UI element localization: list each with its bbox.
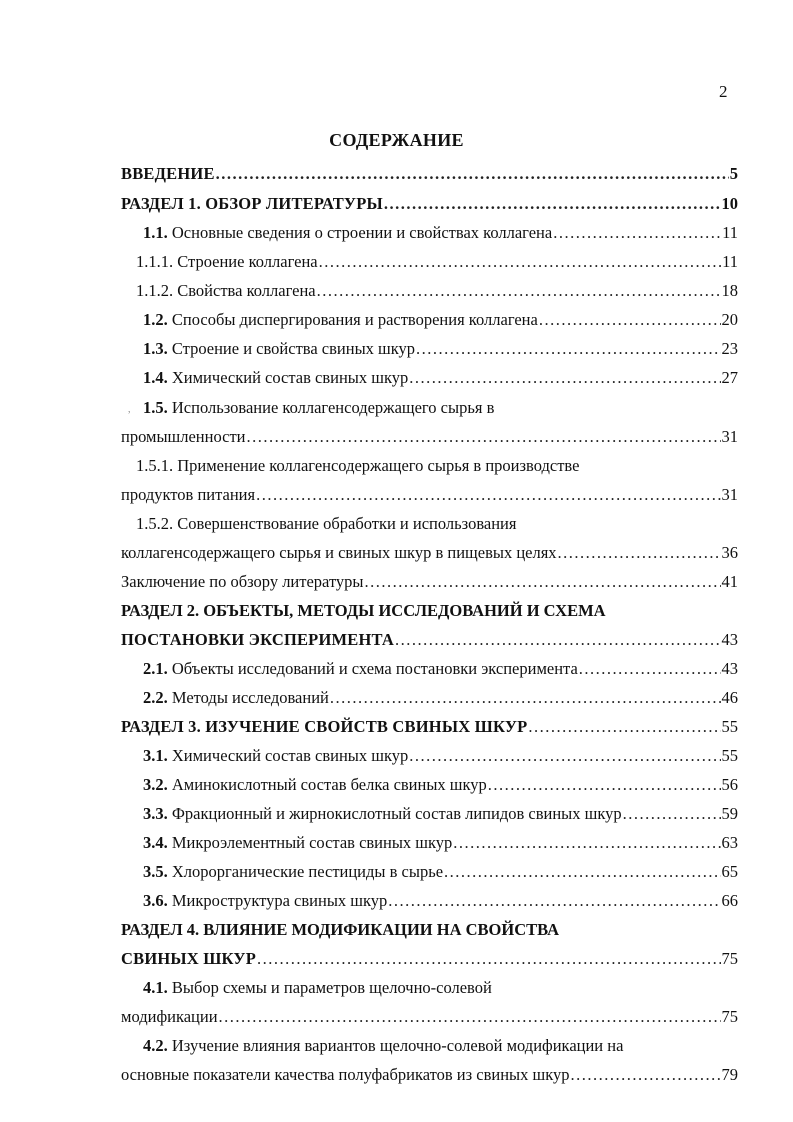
leader-dots xyxy=(216,164,729,184)
toc-entry-section-3[interactable] xyxy=(121,717,738,737)
toc-entry-label: Свойства коллагена xyxy=(177,281,316,300)
toc-entry-introduction[interactable] xyxy=(121,164,738,184)
toc-entry-label: Использование коллагенсодержащего сырья в xyxy=(171,398,495,417)
toc-entry-number: 1.2. xyxy=(143,310,168,329)
toc-entry-label: Изучение влияния вариантов щелочно-солевой модификации на xyxy=(171,1036,624,1055)
toc-entry-label: основные показатели качества полуфабрикатов из свиных шкур xyxy=(121,1065,570,1084)
toc-entry-label: продуктов питания xyxy=(121,485,256,504)
leader-dots xyxy=(256,485,720,505)
toc-entry-section-1[interactable] xyxy=(121,194,738,214)
toc-entry-number: 3.4. xyxy=(143,833,168,852)
toc-entry-label: коллагенсодержащего сырья и свиных шкур в пищевых целях xyxy=(121,543,557,562)
toc-entry-label: РАЗДЕЛ 2. ОБЪЕКТЫ, МЕТОДЫ ИССЛЕДОВАНИЙ И СХЕМА xyxy=(121,601,606,620)
toc-entry-4-2-line1[interactable] xyxy=(143,1036,623,1056)
toc-entry-1-5-line2[interactable] xyxy=(121,427,738,447)
toc-entry-number: 1.1. xyxy=(143,223,168,242)
toc-entry-label: РАЗДЕЛ 3. ИЗУЧЕНИЕ СВОЙСТВ СВИНЫХ ШКУР xyxy=(121,717,528,736)
leader-dots xyxy=(257,949,721,969)
toc-entry-page: 31 xyxy=(721,427,738,446)
leader-dots xyxy=(409,746,720,766)
toc-entry-page: 55 xyxy=(721,746,738,765)
toc-entry-1-1-1[interactable] xyxy=(136,252,738,272)
toc-entry-number: 1.1.1. xyxy=(136,252,174,271)
leader-dots xyxy=(319,252,721,272)
toc-entry-number: 1.3. xyxy=(143,339,168,358)
toc-entry-1-5-1-line2[interactable] xyxy=(121,485,738,505)
leader-dots xyxy=(395,630,720,650)
toc-entry-1-1[interactable] xyxy=(143,223,738,243)
toc-entry-number: 3.3. xyxy=(143,804,168,823)
leader-dots xyxy=(219,1007,721,1027)
toc-entry-number: 1.5.1. xyxy=(136,456,174,475)
toc-entry-page: 41 xyxy=(721,572,738,591)
toc-entry-label: ВВЕДЕНИЕ xyxy=(121,164,215,183)
toc-entry-number: 4.2. xyxy=(143,1036,168,1055)
toc-entry-label: РАЗДЕЛ 1. ОБЗОР ЛИТЕРАТУРЫ xyxy=(121,194,383,213)
toc-entry-label: Совершенствование обработки и использования xyxy=(177,514,517,533)
toc-entry-2-2[interactable] xyxy=(143,688,738,708)
toc-entry-number: 1.1.2. xyxy=(136,281,174,300)
toc-entry-label: Микроэлементный состав свиных шкур xyxy=(171,833,453,852)
toc-entry-1-4[interactable] xyxy=(143,368,738,388)
toc-entry-page: 31 xyxy=(721,485,738,504)
toc-entry-label: Химический состав свиных шкур xyxy=(171,746,409,765)
toc-entry-page: 18 xyxy=(721,281,738,300)
toc-entry-page: 10 xyxy=(721,194,738,213)
leader-dots xyxy=(571,1065,721,1085)
toc-entry-number: 2.1. xyxy=(143,659,168,678)
toc-entry-3-4[interactable] xyxy=(143,833,738,853)
leader-dots xyxy=(317,281,721,301)
toc-entry-label: Заключение по обзору литературы xyxy=(121,572,364,591)
toc-entry-1-5-1-line1[interactable] xyxy=(136,456,579,476)
toc-entry-page: 55 xyxy=(721,717,738,736)
toc-entry-page: 36 xyxy=(721,543,738,562)
toc-entry-number: 2.2. xyxy=(143,688,168,707)
leader-dots xyxy=(388,891,720,911)
toc-entry-label: Методы исследований xyxy=(171,688,329,707)
toc-entry-page: 20 xyxy=(721,310,738,329)
leader-dots xyxy=(488,775,721,795)
toc-entry-label: Аминокислотный состав белка свиных шкур xyxy=(171,775,487,794)
toc-entry-label: Химический состав свиных шкур xyxy=(171,368,409,387)
toc-entry-label: промышленности xyxy=(121,427,246,446)
toc-entry-1-5-2-line1[interactable] xyxy=(136,514,516,534)
toc-entry-page: 11 xyxy=(722,252,738,271)
toc-entry-2-1[interactable] xyxy=(143,659,738,679)
leader-dots xyxy=(416,339,720,359)
toc-entry-1-5-line1[interactable] xyxy=(143,398,494,418)
toc-entry-section-2-line1[interactable] xyxy=(121,601,606,621)
toc-entry-label: СВИНЫХ ШКУР xyxy=(121,949,256,968)
toc-entry-label: ПОСТАНОВКИ ЭКСПЕРИМЕНТА xyxy=(121,630,395,649)
toc-entry-label: Основные сведения о строении и свойствах коллагена xyxy=(171,223,553,242)
toc-entry-page: 75 xyxy=(721,949,738,968)
toc-entry-4-1-line1[interactable] xyxy=(143,978,492,998)
leader-dots xyxy=(528,717,720,737)
toc-entry-page: 43 xyxy=(721,630,738,649)
toc-entry-number: 3.1. xyxy=(143,746,168,765)
toc-entry-label: Микроструктура свиных шкур xyxy=(171,891,388,910)
leader-dots xyxy=(409,368,720,388)
toc-entry-1-2[interactable] xyxy=(143,310,738,330)
toc-entry-number: 1.5. xyxy=(143,398,168,417)
toc-entry-conclusion[interactable] xyxy=(121,572,738,592)
toc-entry-4-2-line2[interactable] xyxy=(121,1065,738,1085)
toc-entry-3-5[interactable] xyxy=(143,862,738,882)
toc-entry-1-3[interactable] xyxy=(143,339,738,359)
toc-entry-label: Хлорорганические пестициды в сырье xyxy=(171,862,444,881)
leader-dots xyxy=(384,194,721,214)
leader-dots xyxy=(579,659,721,679)
leader-dots xyxy=(558,543,721,563)
toc-entry-section-4-line1[interactable] xyxy=(121,920,559,940)
toc-entry-page: 5 xyxy=(729,164,738,183)
toc-entry-4-1-line2[interactable] xyxy=(121,1007,738,1027)
toc-entry-number: 1.5.2. xyxy=(136,514,174,533)
toc-entry-page: 23 xyxy=(721,339,738,358)
toc-entry-label: Выбор схемы и параметров щелочно-солевой xyxy=(171,978,492,997)
toc-entry-number: 3.6. xyxy=(143,891,168,910)
toc-entry-label: Фракционный и жирнокислотный состав липидов свиных шкур xyxy=(171,804,622,823)
leader-dots xyxy=(330,688,721,708)
leader-dots xyxy=(444,862,720,882)
leader-dots xyxy=(539,310,721,330)
toc-entry-1-5-2-line2[interactable] xyxy=(121,543,738,563)
toc-entry-page: 11 xyxy=(722,223,738,242)
toc-entry-section-2-line2[interactable] xyxy=(121,630,738,650)
page-title: СОДЕРЖАНИЕ xyxy=(329,130,464,150)
toc-entry-page: 46 xyxy=(721,688,738,707)
toc-entry-3-6[interactable] xyxy=(143,891,738,911)
toc-entry-3-3[interactable] xyxy=(143,804,738,824)
toc-entry-page: 43 xyxy=(721,659,738,678)
toc-entry-page: 65 xyxy=(721,862,738,881)
leader-dots xyxy=(247,427,721,447)
page-number: 2 xyxy=(719,82,728,101)
leader-dots xyxy=(553,223,721,243)
toc-entry-page: 59 xyxy=(721,804,738,823)
toc-entry-label: модификации xyxy=(121,1007,218,1026)
scan-mark: , xyxy=(128,404,131,415)
toc-entry-number: 1.4. xyxy=(143,368,168,387)
toc-entry-label: Строение и свойства свиных шкур xyxy=(171,339,416,358)
toc-entry-label: Применение коллагенсодержащего сырья в производстве xyxy=(177,456,580,475)
toc-entry-number: 4.1. xyxy=(143,978,168,997)
toc-entry-page: 27 xyxy=(721,368,738,387)
toc-entry-3-2[interactable] xyxy=(143,775,738,795)
toc-entry-3-1[interactable] xyxy=(143,746,738,766)
toc-entry-section-4-line2[interactable] xyxy=(121,949,738,969)
toc-entry-number: 3.5. xyxy=(143,862,168,881)
toc-entry-page: 63 xyxy=(721,833,738,852)
toc-entry-page: 66 xyxy=(721,891,738,910)
toc-entry-label: Способы диспергирования и растворения коллагена xyxy=(171,310,538,329)
toc-entry-page: 75 xyxy=(721,1007,738,1026)
toc-entry-label: Объекты исследований и схема постановки эксперимента xyxy=(171,659,578,678)
leader-dots xyxy=(365,572,721,592)
toc-entry-1-1-2[interactable] xyxy=(136,281,738,301)
leader-dots xyxy=(453,833,720,853)
toc-entry-label: РАЗДЕЛ 4. ВЛИЯНИЕ МОДИФИКАЦИИ НА СВОЙСТВА xyxy=(121,920,560,939)
toc-entry-page: 79 xyxy=(721,1065,738,1084)
toc-entry-page: 56 xyxy=(721,775,738,794)
leader-dots xyxy=(623,804,721,824)
toc-entry-label: Строение коллагена xyxy=(177,252,318,271)
toc-entry-number: 3.2. xyxy=(143,775,168,794)
